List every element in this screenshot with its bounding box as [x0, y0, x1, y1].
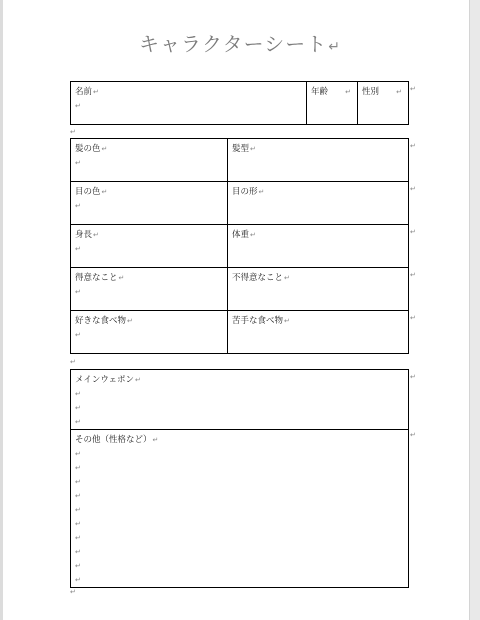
- paragraph-mark: ↵: [328, 39, 341, 55]
- age-label: 年齢: [311, 87, 329, 97]
- hair-color-label: 髪の色: [75, 144, 101, 154]
- liked-food-cell[interactable]: 好きな食べ物↵ ↵: [71, 311, 228, 354]
- disliked-food-cell[interactable]: 苦手な食べ物↵: [228, 311, 409, 354]
- cell-end-mark: ↵: [396, 88, 402, 96]
- basic-info-table: [70, 81, 409, 125]
- details-table: [70, 369, 409, 588]
- hairstyle-cell[interactable]: 髪型↵: [228, 139, 409, 182]
- title-text: キャラクターシート: [139, 32, 328, 56]
- paragraph-mark: ↵: [70, 358, 76, 366]
- age-cell[interactable]: [307, 82, 358, 125]
- eye-shape-cell[interactable]: 目の形↵: [228, 182, 409, 225]
- weight-label: 体重: [232, 230, 250, 240]
- height-cell[interactable]: 身長↵ ↵: [71, 225, 228, 268]
- liked-food-label: 好きな食べ物: [75, 316, 127, 326]
- appearance-table: [70, 138, 409, 354]
- row-end-mark: ↵: [410, 373, 416, 381]
- eye-color-cell[interactable]: 目の色↵ ↵: [71, 182, 228, 225]
- gender-cell[interactable]: [358, 82, 409, 125]
- sheet-title: [0, 28, 480, 57]
- row-end-mark: ↵: [410, 228, 416, 236]
- other-notes-cell[interactable]: その他（性格など）↵ ↵ ↵ ↵ ↵ ↵ ↵ ↵ ↵ ↵ ↵: [71, 430, 409, 588]
- eye-color-label: 目の色: [75, 187, 101, 197]
- weight-cell[interactable]: 体重↵: [228, 225, 409, 268]
- strengths-cell[interactable]: 得意なこと↵ ↵: [71, 268, 228, 311]
- page-left-edge: [0, 0, 3, 620]
- disliked-food-label: 苦手な食べ物: [232, 316, 284, 326]
- row-end-mark: ↵: [410, 271, 416, 279]
- height-label: 身長: [75, 230, 93, 240]
- row-end-mark: ↵: [410, 314, 416, 322]
- paragraph-mark: ↵: [75, 102, 81, 110]
- row-end-mark: ↵: [410, 85, 416, 93]
- strengths-label: 得意なこと: [75, 273, 118, 283]
- page-right-edge: [469, 0, 480, 620]
- paragraph-mark: ↵: [70, 588, 76, 596]
- name-label: 名前: [75, 87, 93, 97]
- cell-end-mark: ↵: [345, 88, 351, 96]
- row-end-mark: ↵: [410, 431, 416, 439]
- other-notes-label: その他（性格など）: [75, 435, 152, 445]
- main-weapon-label: メインウェポン: [75, 375, 134, 385]
- hair-color-cell[interactable]: 髪の色↵ ↵: [71, 139, 228, 182]
- hairstyle-label: 髪型: [232, 144, 250, 154]
- row-end-mark: ↵: [410, 142, 416, 150]
- eye-shape-label: 目の形: [232, 187, 258, 197]
- row-end-mark: ↵: [410, 185, 416, 193]
- weaknesses-label: 不得意なこと: [232, 273, 284, 283]
- gender-label: 性別: [362, 87, 380, 97]
- weaknesses-cell[interactable]: 不得意なこと↵: [228, 268, 409, 311]
- paragraph-mark: ↵: [70, 128, 76, 136]
- name-cell[interactable]: 名前↵ ↵: [71, 82, 307, 125]
- main-weapon-cell[interactable]: メインウェポン↵ ↵ ↵ ↵: [71, 370, 409, 430]
